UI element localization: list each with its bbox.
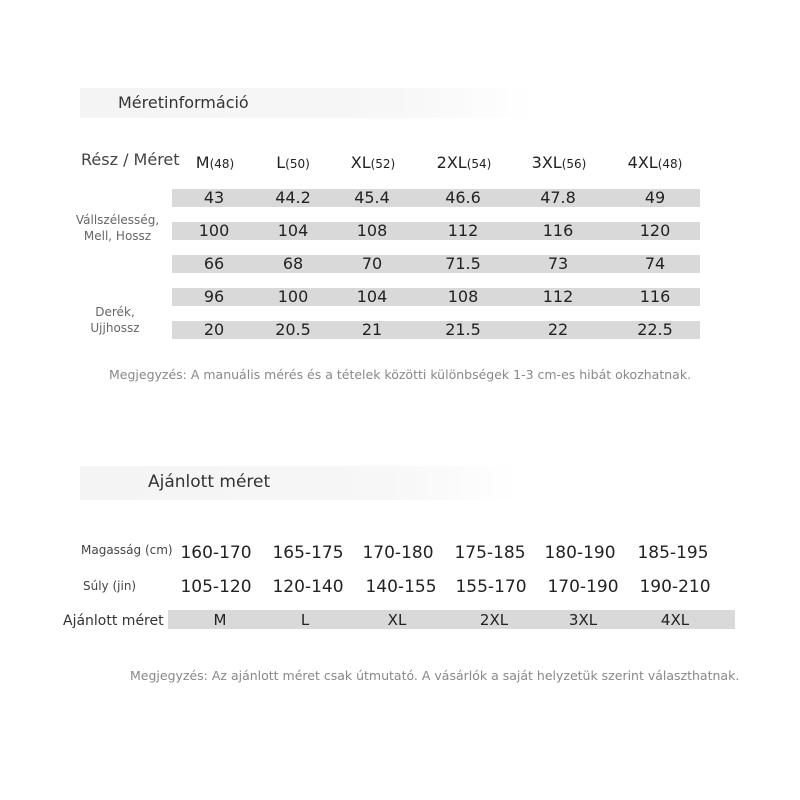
recommended-title: Ajánlott méret — [148, 472, 271, 492]
weight-cell: 105-120 — [180, 577, 252, 597]
height-cell: 170-180 — [362, 543, 434, 563]
recommended-size-label: Ajánlott méret — [63, 613, 164, 629]
table-cell: 70 — [361, 254, 383, 273]
table-cell: 44.2 — [275, 188, 311, 207]
table-cell: 104 — [356, 287, 388, 306]
size-header-l: L(50) — [276, 153, 310, 172]
weight-cell: 155-170 — [455, 577, 527, 597]
height-cell: 165-175 — [272, 543, 344, 563]
table-cell: 108 — [356, 221, 388, 240]
recommended-size-cell: XL — [387, 611, 407, 629]
table-cell: 20.5 — [275, 320, 311, 339]
table-cell: 120 — [639, 221, 671, 240]
height-cell: 185-195 — [637, 543, 709, 563]
table-cell: 49 — [644, 188, 666, 207]
table-cell: 68 — [282, 254, 304, 273]
side-label-waist-sleeve: Derék, Ujjhossz — [90, 305, 140, 335]
weight-cell: 170-190 — [547, 577, 619, 597]
size-header-4xl: 4XL(48) — [627, 153, 683, 172]
recommended-size-cell: 3XL — [568, 611, 598, 629]
table-cell: 116 — [639, 287, 671, 306]
measurement-note: Megjegyzés: A manuális mérés és a tételek közötti különbségek 1-3 cm-es hibát okozhatnak. — [109, 367, 692, 382]
table-cell: 108 — [447, 287, 479, 306]
recommended-size-cell: M — [213, 611, 227, 629]
table-cell: 20 — [203, 320, 225, 339]
weight-label: Súly (jin) — [83, 579, 137, 593]
recommended-note: Megjegyzés: Az ajánlott méret csak útmutató. A vásárlók a saját helyzetük szerint választhatnak. — [130, 668, 740, 683]
side-label-shoulder-chest-length: Vállszélesség, Mell, Hossz — [75, 213, 160, 243]
table-cell: 100 — [198, 221, 230, 240]
recommended-size-cell: 2XL — [479, 611, 509, 629]
recommended-title-band — [80, 466, 520, 500]
table-cell: 104 — [277, 221, 309, 240]
height-cell: 175-185 — [454, 543, 526, 563]
table-cell: 66 — [203, 254, 225, 273]
height-cell: 180-190 — [544, 543, 616, 563]
size-header-m: M(48) — [195, 153, 235, 172]
table-cell: 22 — [547, 320, 569, 339]
table-cell: 46.6 — [445, 188, 481, 207]
height-label: Magasság (cm) — [81, 543, 173, 557]
recommended-size-cell: L — [300, 611, 310, 629]
table-cell: 100 — [277, 287, 309, 306]
table-cell: 43 — [203, 188, 225, 207]
table-cell: 74 — [644, 254, 666, 273]
part-size-header: Rész / Méret — [81, 150, 180, 169]
table-cell: 47.8 — [540, 188, 576, 207]
size-header-3xl: 3XL(56) — [531, 153, 587, 172]
weight-cell: 120-140 — [272, 577, 344, 597]
table-cell: 71.5 — [445, 254, 481, 273]
height-cell: 160-170 — [180, 543, 252, 563]
weight-cell: 190-210 — [639, 577, 711, 597]
table-cell: 21.5 — [445, 320, 481, 339]
size-info-title: Méretinformáció — [118, 93, 249, 112]
table-cell: 112 — [542, 287, 574, 306]
table-cell: 116 — [542, 221, 574, 240]
table-cell: 96 — [203, 287, 225, 306]
weight-cell: 140-155 — [365, 577, 437, 597]
table-cell: 112 — [447, 221, 479, 240]
recommended-size-cell: 4XL — [660, 611, 690, 629]
table-cell: 45.4 — [354, 188, 390, 207]
table-cell: 21 — [361, 320, 383, 339]
table-cell: 73 — [547, 254, 569, 273]
table-cell: 22.5 — [637, 320, 673, 339]
size-header-xl: XL(52) — [350, 153, 396, 172]
size-header-2xl: 2XL(54) — [436, 153, 492, 172]
